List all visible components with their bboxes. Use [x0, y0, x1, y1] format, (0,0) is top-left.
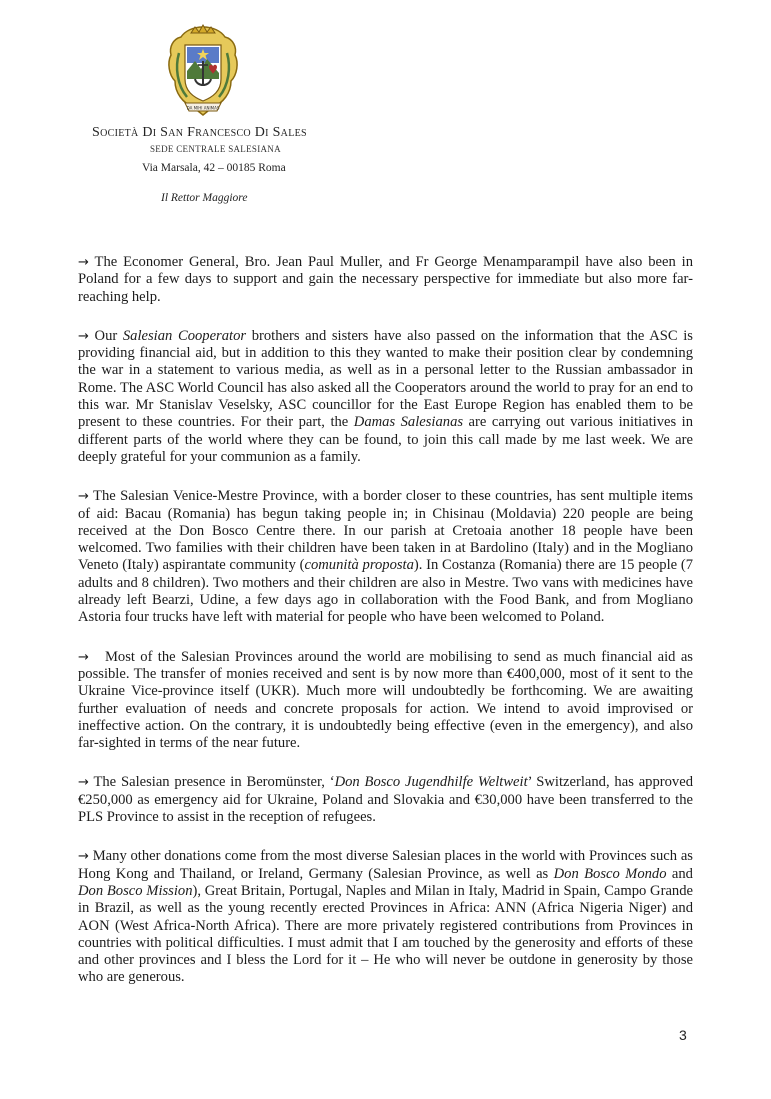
- emphasis-text: Don Bosco Mission: [78, 882, 193, 899]
- paragraph-text: Most of the Salesian Provinces around the world are mobilising to send as much financial aid as possible. The transfer of monies received and sent is by now more than €400,000, most of it sent to the Ukraine Vice-province itself (UKR). Much more will undoubtedly be forthcoming. We are awaiting further evaluation of needs and concrete proposals for action. We intend to avoid improvised or ineffective action. On the contrary, it is undoubtedly being effective (even in the emergency), and also far-sighted in terms of the near future.: [78, 648, 693, 752]
- paragraph-beromunster: [78, 774, 693, 826]
- sender-role: Il Rettor Maggiore: [161, 192, 248, 204]
- paragraph-text: Our: [94, 327, 123, 344]
- paragraph-text: brothers and sisters have also passed on the information that the ASC is providing financial aid, but in addition to this they wanted to make their position clear by condemning the war in a statement to various media, as well as in a personal letter to the Russian ambassador in Rome. The ASC World Council has also asked all the Cooperators around the world to pray for an end to this war. Mr Stanislav Veselsky, ASC councillor for the East Europe Region has enabled them to be present to these countries. For their part, the: [78, 327, 693, 431]
- paragraph-provinces-aid: [78, 649, 693, 753]
- paragraph-text: ), Great Britain, Portugal, Naples and Milan in Italy, Madrid in Spain, Campo Grande in Brazil, as well as the young recently erected Provinces in Africa: ANN (Africa Nigeria Niger) and AON (West Africa-North Africa). There are more privately registered contributions from Provinces in countries with political difficulties. I must admit that I am touched by the generosity and efforts of these and other provinces and I bless the Lord for it – He who will never be outdone in generosity by those who are generous.: [78, 882, 693, 986]
- paragraph-text: ’ Switzerland, has approved €250,000 as emergency aid for Ukraine, Poland and Slovakia and €30,000 have been transferred to the PLS Province to assist in the reception of refugees.: [78, 774, 693, 826]
- arrow-icon: →: [78, 849, 89, 865]
- letter-body: [78, 254, 693, 1009]
- salesian-crest-logo: [165, 23, 241, 123]
- svg-text:DA MIHI ANIMAS: DA MIHI ANIMAS: [186, 105, 220, 111]
- arrow-icon: →: [78, 649, 89, 665]
- arrow-icon: →: [78, 489, 89, 505]
- paragraph-text: The Salesian Venice-Mestre Province, with a border closer to these countries, has sent multiple items of aid: Bacau (Romania) has begun taking people in; in Chisinau (Moldavia) 220 people are being received at the Don Bosco Centre there. In our parish at Cretoaia another 18 people have been welcomed. Two families with their children have been taken in at Bardolino (Italy) and in the Mogliano Veneto (Italy) aspirantate community (: [78, 488, 694, 574]
- organization-name: Società Di San Francesco Di Sales: [92, 125, 307, 140]
- paragraph-other-donations: [78, 848, 693, 986]
- paragraph-text: The Salesian presence in Beromünster, ‘: [93, 774, 335, 791]
- paragraph-venice-mestre: [78, 488, 693, 626]
- organization-subtitle: SEDE CENTRALE SALESIANA: [150, 144, 281, 154]
- emphasis-text: comunità proposta: [304, 557, 414, 574]
- paragraph-economer: [78, 254, 693, 306]
- emphasis-text: Damas Salesianas: [353, 414, 464, 431]
- arrow-icon: →: [78, 328, 89, 344]
- paragraph-text: and: [666, 865, 693, 882]
- emphasis-text: Don Bosco Jugendhilfe Weltweit: [334, 774, 528, 791]
- page-number: 3: [679, 1027, 687, 1043]
- paragraph-text: ). In Costanza (Romania) there are 15 people (7 adults and 8 children). Two mothers and their children are also in Mestre. Two vans with medicines have already left Bearzi, Udine, a few days ago in collaboration with the Food Bank, and from Mogliano Astoria four trucks have left with material for people who have been welcomed to Poland.: [78, 557, 694, 626]
- emphasis-text: Don Bosco Mondo: [553, 865, 667, 882]
- arrow-icon: →: [78, 255, 89, 270]
- paragraph-text: are carrying out various initiatives in different parts of the world where they can be found, to join this call made by me last week. We are deeply grateful for your communion as a family.: [78, 414, 693, 465]
- paragraph-text: The Economer General, Bro. Jean Paul Muller, and Fr George Menamparampil have also been in Poland for a few days to support and gain the necessary perspective for immediate but also more far-reaching help.: [78, 254, 693, 305]
- paragraph-text: Many other donations come from the most diverse Salesian places in the world with Provinces such as Hong Kong and Thailand, or Ireland, Germany (Salesian Province, as well as: [78, 848, 693, 882]
- organization-address: Via Marsala, 42 – 00185 Roma: [142, 162, 286, 174]
- arrow-icon: →: [78, 775, 89, 791]
- emphasis-text: Salesian Cooperator: [122, 327, 247, 344]
- paragraph-cooperators: [78, 328, 693, 466]
